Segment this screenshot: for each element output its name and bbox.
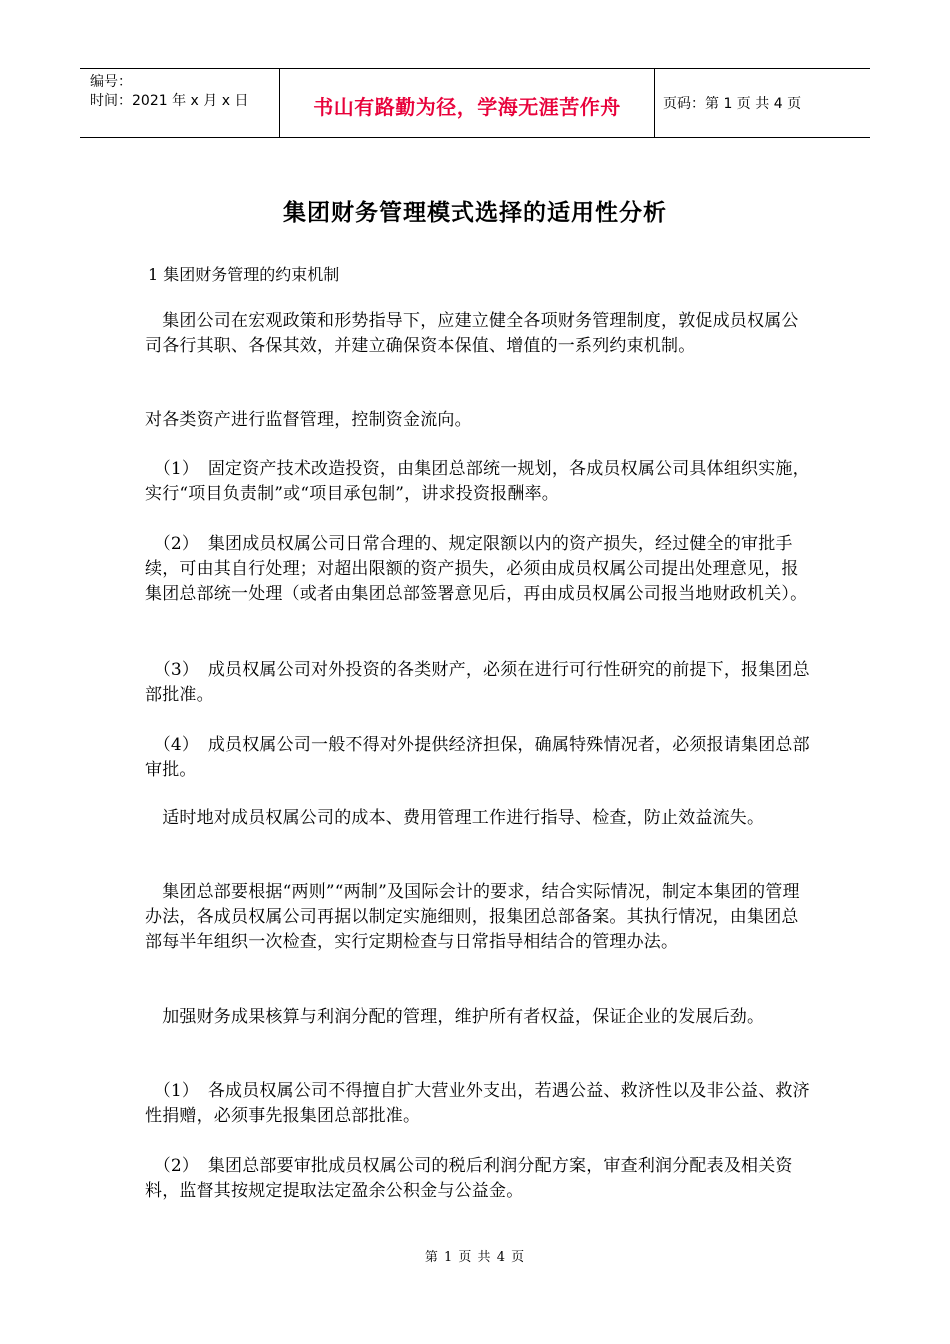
header-motto: 书山有路勤为径，学海无涯苦作舟 xyxy=(280,69,655,137)
section-heading: 1 集团财务管理的约束机制 xyxy=(148,265,340,284)
page-footer: 第 1 页 共 4 页 xyxy=(424,1250,526,1265)
paragraph: （1） 各成员权属公司不得擅自扩大营业外支出，若遇公益、救济性以及非公益、救济性捐赠，必须事先报集团总部批准。 xyxy=(145,1081,810,1126)
paragraph: 加强财务成果核算与利润分配的管理，维护所有者权益，保证企业的发展后劲。 xyxy=(145,1007,765,1027)
paragraph: （1） 固定资产技术改造投资，由集团总部统一规划，各成员权属公司具体组织实施，实行“项目负责制”或“项目承包制”，讲求投资报酬率。 xyxy=(145,459,810,504)
paragraph: （4） 成员权属公司一般不得对外提供经济担保，确属特殊情况者，必须报请集团总部审批。 xyxy=(145,735,810,780)
paragraph: 对各类资产进行监督管理，控制资金流向。 xyxy=(145,410,472,430)
paragraph: （3） 成员权属公司对外投资的各类财产，必须在进行可行性研究的前提下，报集团总部批准。 xyxy=(145,660,810,705)
document-date: 时间：2021 年 x 月 x 日 xyxy=(90,93,249,109)
header-page-info: 页码：第 1 页 共 4 页 xyxy=(663,96,802,112)
paragraph: （2） 集团成员权属公司日常合理的、规定限额以内的资产损失，经过健全的审批手续，可由其自行处理；对超出限额的资产损失，必须由成员权属公司提出处理意见，报集团总部统一处理（或者由集团总部签署意见后，再由成员权属公司报当地财政机关）。 xyxy=(145,534,808,604)
document-number-label: 编号： xyxy=(90,74,132,90)
paragraph: 集团公司在宏观政策和形势指导下，应建立健全各项财务管理制度，敦促成员权属公司各行其职、各保其效，并建立确保资本保值、增值的一系列约束机制。 xyxy=(145,311,799,356)
header-meta-cell xyxy=(80,69,280,137)
paragraph: 集团总部要根据“两则”“两制”及国际会计的要求，结合实际情况，制定本集团的管理办法，各成员权属公司再据以制定实施细则，报集团总部备案。其执行情况，由集团总部每半年组织一次检查，实行定期检查与日常指导相结合的管理办法。 xyxy=(145,882,800,952)
paragraph: 适时地对成员权属公司的成本、费用管理工作进行指导、检查，防止效益流失。 xyxy=(145,808,765,828)
paragraph: （2） 集团总部要审批成员权属公司的税后利润分配方案，审查利润分配表及相关资料，监督其按规定提取法定盈余公积金与公益金。 xyxy=(145,1156,793,1201)
document-header xyxy=(80,68,870,138)
document-title: 集团财务管理模式选择的适用性分析 xyxy=(283,200,667,226)
